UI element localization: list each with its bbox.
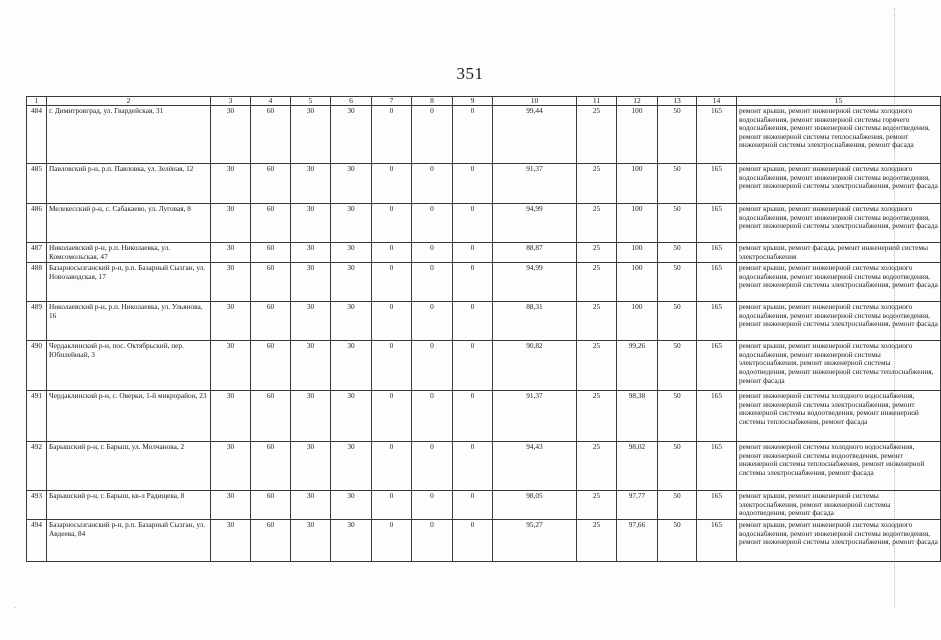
cell-col-9: 0 (453, 204, 493, 243)
cell-col-6: 30 (331, 341, 372, 391)
cell-col-5: 30 (291, 491, 331, 520)
cell-col-9: 0 (453, 442, 493, 491)
cell-address: Базарносызганский р-н, р.п. Базарный Сызган, ул. Авдеева, 84 (47, 520, 211, 562)
cell-work-types: ремонт крыши, ремонт инженерной системы холодного водоснабжения, ремонт инженерной системы водоотведения, ремонт инженерной системы электроснабжения, ремонт фасада (737, 302, 941, 341)
cell-col-13: 50 (658, 106, 697, 164)
cell-col-12: 100 (617, 204, 658, 243)
cell-col-5: 30 (291, 164, 331, 204)
column-header-2: 2 (47, 97, 211, 106)
cell-address: Барышский р-н, г. Барыш, ул. Молчанова, 2 (47, 442, 211, 491)
cell-col-7: 0 (372, 302, 412, 341)
cell-col-5: 30 (291, 204, 331, 243)
cell-col-14: 165 (697, 391, 737, 442)
cell-col-13: 50 (658, 520, 697, 562)
table-row (27, 491, 941, 520)
cell-col-7: 0 (372, 491, 412, 520)
table-row (27, 263, 941, 302)
table-row (27, 106, 941, 164)
cell-col-7: 0 (372, 106, 412, 164)
cell-col-3: 30 (211, 263, 251, 302)
column-header-12: 12 (617, 97, 658, 106)
cell-address: Чердаклинский р-н, с. Оверки, 1-й микрорайон, 23 (47, 391, 211, 442)
cell-col-10: 90,82 (493, 341, 577, 391)
cell-work-types: ремонт крыши, ремонт фасада, ремонт инженерной системы электроснабжения (737, 243, 941, 263)
cell-col-11: 25 (577, 491, 617, 520)
cell-col-3: 30 (211, 302, 251, 341)
cell-address: Николаевский р-н, р.п. Николаевка, ул. Ульянова, 16 (47, 302, 211, 341)
cell-col-7: 0 (372, 243, 412, 263)
table-header-row (27, 97, 941, 106)
cell-col-7: 0 (372, 391, 412, 442)
cell-col-10: 94,43 (493, 442, 577, 491)
cell-col-14: 165 (697, 442, 737, 491)
cell-work-types: ремонт крыши, ремонт инженерной системы холодного водоснабжения, ремонт инженерной системы водоотведения, ремонт инженерной системы электроснабжения, ремонт фасада (737, 164, 941, 204)
table-row (27, 243, 941, 263)
cell-row-number: 488 (27, 263, 47, 302)
cell-work-types: ремонт крыши, ремонт инженерной системы холодного водоснабжения, ремонт инженерной системы водоотведения, ремонт инженерной системы электроснабжения, ремонт фасада (737, 520, 941, 562)
cell-col-6: 30 (331, 243, 372, 263)
cell-col-5: 30 (291, 341, 331, 391)
cell-col-14: 165 (697, 243, 737, 263)
cell-col-3: 30 (211, 204, 251, 243)
cell-row-number: 491 (27, 391, 47, 442)
cell-col-10: 94,99 (493, 204, 577, 243)
cell-col-9: 0 (453, 243, 493, 263)
cell-work-types: ремонт инженерной системы холодного водоснабжения, ремонт инженерной системы электроснабжения, ремонт инженерной системы водоотведения, ремонт инженерной системы теплоснабжения, ремонт фасада (737, 391, 941, 442)
cell-col-10: 88,87 (493, 243, 577, 263)
cell-col-14: 165 (697, 263, 737, 302)
cell-col-6: 30 (331, 520, 372, 562)
cell-col-13: 50 (658, 341, 697, 391)
cell-col-11: 25 (577, 391, 617, 442)
cell-col-5: 30 (291, 520, 331, 562)
cell-col-7: 0 (372, 442, 412, 491)
cell-address: Барышский р-н, г. Барыш, кв-л Радищева, 8 (47, 491, 211, 520)
cell-col-6: 30 (331, 106, 372, 164)
cell-col-12: 98,02 (617, 442, 658, 491)
cell-col-7: 0 (372, 520, 412, 562)
cell-col-12: 99,26 (617, 341, 658, 391)
table-row (27, 341, 941, 391)
cell-col-7: 0 (372, 164, 412, 204)
cell-col-5: 30 (291, 391, 331, 442)
cell-col-5: 30 (291, 106, 331, 164)
cell-work-types: ремонт крыши, ремонт инженерной системы холодного водоснабжения, ремонт инженерной системы электроснабжения, ремонт инженерной системы водоотведения, ремонт инженерной системы теплоснабжения, ремонт фасада (737, 341, 941, 391)
cell-col-10: 91,37 (493, 391, 577, 442)
cell-col-4: 60 (251, 263, 291, 302)
table-row (27, 442, 941, 491)
cell-col-9: 0 (453, 263, 493, 302)
cell-col-12: 100 (617, 263, 658, 302)
column-header-13: 13 (658, 97, 697, 106)
cell-col-11: 25 (577, 520, 617, 562)
cell-col-4: 60 (251, 106, 291, 164)
cell-col-14: 165 (697, 106, 737, 164)
cell-col-12: 100 (617, 106, 658, 164)
cell-col-10: 91,37 (493, 164, 577, 204)
cell-col-11: 25 (577, 442, 617, 491)
cell-col-5: 30 (291, 442, 331, 491)
cell-col-4: 60 (251, 243, 291, 263)
cell-col-6: 30 (331, 491, 372, 520)
cell-col-5: 30 (291, 263, 331, 302)
cell-col-9: 0 (453, 391, 493, 442)
cell-work-types: ремонт крыши, ремонт инженерной системы холодного водоснабжения, ремонт инженерной системы горячего водоснабжения, ремонт инженерной системы водоотведения, ремонт инженерной системы теплоснабжения, ремонт инженерной системы электроснабжения, ремонт фасада (737, 106, 941, 164)
cell-address: Чердаклинский р-н, пос. Октябрьский, пер. Юбилейный, 3 (47, 341, 211, 391)
cell-col-14: 165 (697, 204, 737, 243)
cell-col-13: 50 (658, 164, 697, 204)
cell-col-8: 0 (412, 204, 453, 243)
cell-col-4: 60 (251, 204, 291, 243)
cell-row-number: 490 (27, 341, 47, 391)
cell-row-number: 493 (27, 491, 47, 520)
cell-col-3: 30 (211, 164, 251, 204)
cell-col-12: 100 (617, 164, 658, 204)
cell-col-8: 0 (412, 164, 453, 204)
cell-col-13: 50 (658, 204, 697, 243)
cell-col-8: 0 (412, 106, 453, 164)
table-row (27, 302, 941, 341)
cell-col-3: 30 (211, 341, 251, 391)
cell-col-9: 0 (453, 302, 493, 341)
column-header-5: 5 (291, 97, 331, 106)
cell-col-7: 0 (372, 341, 412, 391)
cell-col-8: 0 (412, 520, 453, 562)
cell-col-6: 30 (331, 263, 372, 302)
cell-col-13: 50 (658, 302, 697, 341)
cell-col-8: 0 (412, 243, 453, 263)
cell-col-12: 100 (617, 302, 658, 341)
cell-col-11: 25 (577, 243, 617, 263)
cell-col-14: 165 (697, 520, 737, 562)
cell-col-3: 30 (211, 491, 251, 520)
cell-col-9: 0 (453, 520, 493, 562)
cell-work-types: ремонт крыши, ремонт инженерной системы электроснабжения, ремонт инженерной системы водоотведения, ремонт фасада (737, 491, 941, 520)
cell-col-13: 50 (658, 442, 697, 491)
cell-col-10: 99,44 (493, 106, 577, 164)
cell-col-4: 60 (251, 442, 291, 491)
column-header-7: 7 (372, 97, 412, 106)
column-header-10: 10 (493, 97, 577, 106)
cell-col-11: 25 (577, 263, 617, 302)
cell-col-8: 0 (412, 491, 453, 520)
cell-col-13: 50 (658, 491, 697, 520)
column-header-4: 4 (251, 97, 291, 106)
cell-col-10: 88,31 (493, 302, 577, 341)
cell-row-number: 487 (27, 243, 47, 263)
cell-col-14: 165 (697, 341, 737, 391)
cell-address: Мелекесский р-н, с. Сабакаево, ул. Луговая, 8 (47, 204, 211, 243)
column-header-15: 15 (737, 97, 941, 106)
cell-col-9: 0 (453, 164, 493, 204)
cell-address: Базарносызганский р-н, р.п. Базарный Сызган, ул. Новозаводская, 17 (47, 263, 211, 302)
table-row (27, 204, 941, 243)
cell-col-13: 50 (658, 243, 697, 263)
cell-col-3: 30 (211, 243, 251, 263)
cell-row-number: 484 (27, 106, 47, 164)
cell-col-8: 0 (412, 341, 453, 391)
cell-col-11: 25 (577, 341, 617, 391)
cell-row-number: 489 (27, 302, 47, 341)
cell-address: Николаевский р-н, р.п. Николаевка, ул. Комсомольская, 47 (47, 243, 211, 263)
cell-col-6: 30 (331, 391, 372, 442)
cell-col-8: 0 (412, 263, 453, 302)
cell-col-9: 0 (453, 341, 493, 391)
cell-col-11: 25 (577, 204, 617, 243)
cell-col-8: 0 (412, 442, 453, 491)
cell-col-7: 0 (372, 263, 412, 302)
cell-row-number: 485 (27, 164, 47, 204)
cell-col-9: 0 (453, 491, 493, 520)
cell-work-types: ремонт крыши, ремонт инженерной системы холодного водоснабжения, ремонт инженерной системы водоотведения, ремонт инженерной системы электроснабжения, ремонт фасада (737, 263, 941, 302)
cell-col-11: 25 (577, 302, 617, 341)
cell-col-13: 50 (658, 391, 697, 442)
cell-work-types: ремонт крыши, ремонт инженерной системы холодного водоснабжения, ремонт инженерной системы водоотведения, ремонт инженерной системы электроснабжения, ремонт фасада (737, 204, 941, 243)
table-row (27, 520, 941, 562)
cell-col-14: 165 (697, 164, 737, 204)
cell-col-4: 60 (251, 302, 291, 341)
cell-col-11: 25 (577, 106, 617, 164)
corner-mark: · (14, 604, 17, 612)
cell-col-12: 98,38 (617, 391, 658, 442)
column-header-6: 6 (331, 97, 372, 106)
cell-col-5: 30 (291, 302, 331, 341)
cell-row-number: 494 (27, 520, 47, 562)
cell-col-6: 30 (331, 302, 372, 341)
column-header-14: 14 (697, 97, 737, 106)
cell-col-9: 0 (453, 106, 493, 164)
cell-col-7: 0 (372, 204, 412, 243)
table-row (27, 391, 941, 442)
cell-col-4: 60 (251, 164, 291, 204)
cell-col-11: 25 (577, 164, 617, 204)
cell-col-10: 94,99 (493, 263, 577, 302)
table-body (27, 97, 941, 562)
cell-col-4: 60 (251, 491, 291, 520)
cell-col-4: 60 (251, 520, 291, 562)
cell-col-4: 60 (251, 341, 291, 391)
column-header-8: 8 (412, 97, 453, 106)
cell-work-types: ремонт инженерной системы холодного водоснабжения, ремонт инженерной системы водоотведения, ремонт инженерной системы теплоснабжения, ремонт инженерной системы электроснабжения, ремонт фасада (737, 442, 941, 491)
cell-col-12: 97,77 (617, 491, 658, 520)
column-header-3: 3 (211, 97, 251, 106)
column-header-11: 11 (577, 97, 617, 106)
cell-col-6: 30 (331, 204, 372, 243)
cell-address: Павловский р-н, р.п. Павловка, ул. Зелёная, 12 (47, 164, 211, 204)
cell-col-12: 100 (617, 243, 658, 263)
column-header-1: 1 (27, 97, 47, 106)
cell-col-3: 30 (211, 520, 251, 562)
cell-col-14: 165 (697, 491, 737, 520)
cell-col-13: 50 (658, 263, 697, 302)
cell-col-8: 0 (412, 302, 453, 341)
table-row (27, 164, 941, 204)
cell-col-3: 30 (211, 391, 251, 442)
cell-col-12: 97,66 (617, 520, 658, 562)
cell-col-3: 30 (211, 442, 251, 491)
cell-row-number: 486 (27, 204, 47, 243)
page-number: 351 (456, 64, 484, 83)
cell-col-10: 95,27 (493, 520, 577, 562)
cell-col-14: 165 (697, 302, 737, 341)
column-header-9: 9 (453, 97, 493, 106)
cell-col-6: 30 (331, 442, 372, 491)
cell-col-5: 30 (291, 243, 331, 263)
cell-address: г. Димитровград, ул. Гвардейская, 31 (47, 106, 211, 164)
cell-row-number: 492 (27, 442, 47, 491)
repair-program-table (26, 96, 941, 562)
cell-col-3: 30 (211, 106, 251, 164)
cell-col-4: 60 (251, 391, 291, 442)
cell-col-6: 30 (331, 164, 372, 204)
cell-col-8: 0 (412, 391, 453, 442)
cell-col-10: 98,05 (493, 491, 577, 520)
